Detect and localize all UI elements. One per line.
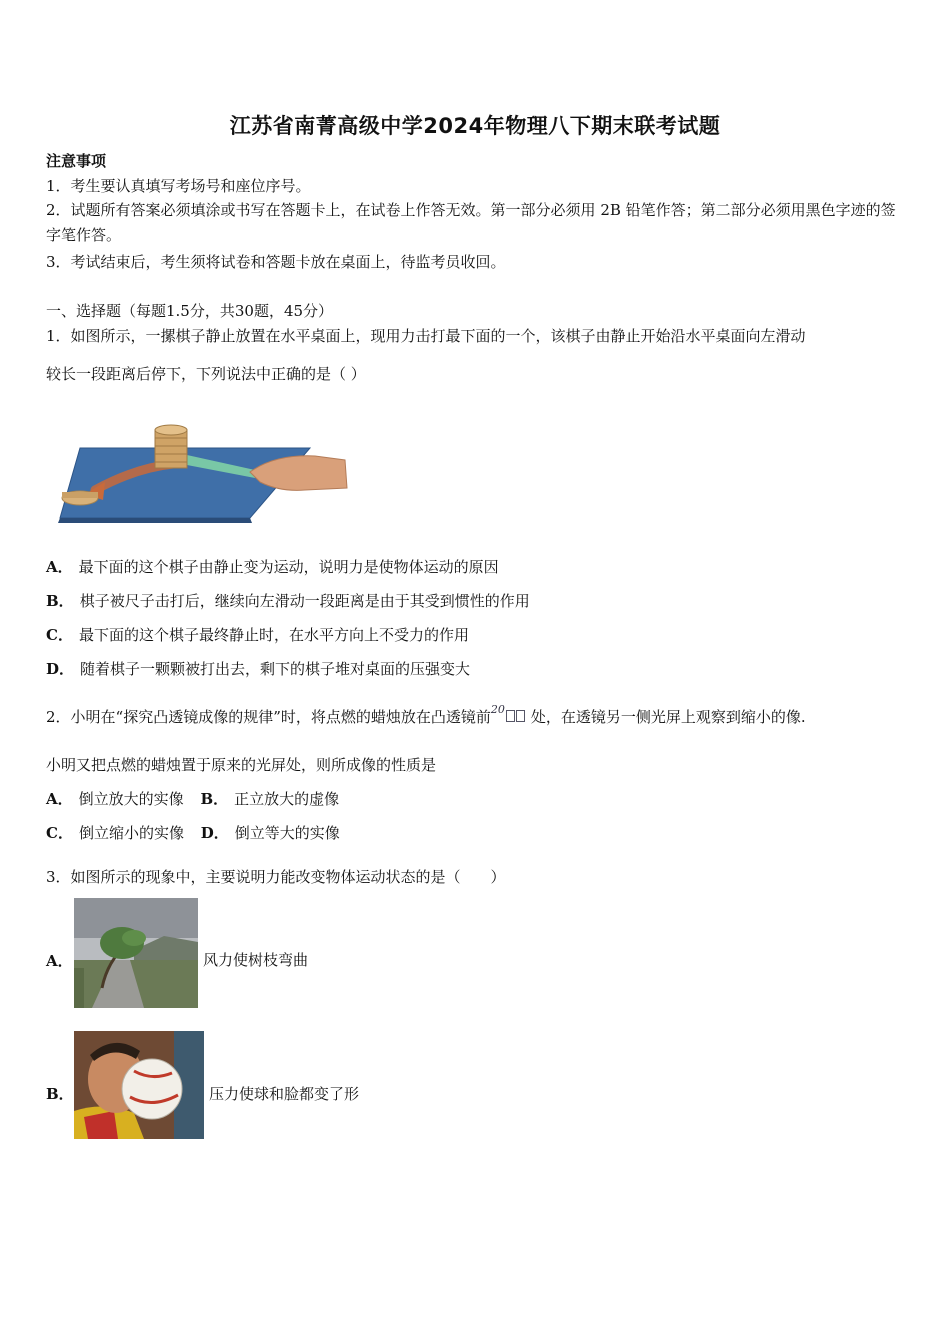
q3-stem: 3．如图所示的现象中，主要说明力能改变物体运动状态的是（ ） (46, 868, 506, 886)
q1-option-d-text: 随着棋子一颗颗被打出去，剩下的棋子堆对桌面的压强变大 (80, 660, 471, 678)
q3-option-a-image[interactable] (74, 898, 198, 1008)
page-title: 江苏省南菁高级中学2024年物理八下期末联考试题 (229, 114, 721, 138)
q2-option-b[interactable] (200, 790, 339, 808)
q2-option-c-text: 倒立缩小的实像 (78, 824, 184, 842)
q1-stem-line1: 1．如图所示，一摞棋子静止放置在水平桌面上，现用力击打最下面的一个，该棋子由静止开始沿水平桌面向左滑动 (46, 327, 806, 345)
q1-option-d-label: D． (46, 660, 75, 678)
q3-option-b-label: B． (46, 1085, 74, 1103)
q1-option-c-text: 最下面的这个棋子最终静止时，在水平方向上不受力的作用 (78, 626, 469, 644)
soccer-ball (122, 1059, 182, 1119)
q2-option-d-text: 倒立等大的实像 (234, 824, 340, 842)
q2-stem-part2: 处，在透镜另一侧光屏上观察到缩小的像. (530, 708, 806, 726)
q2-stem-line1 (46, 703, 806, 729)
table-edge (58, 518, 252, 523)
q3-option-a-label: A． (46, 952, 73, 970)
q1-option-b-text: 棋子被尺子击打后，继续向左滑动一段距离是由于其受到惯性的作用 (79, 592, 530, 610)
notice-item-2: 2．试题所有答案必须填涂或书写在答题卡上，在试卷上作答无效。第一部分必须用 2B 铅笔作答；第二部分必须用黑色字迹的签字笔作答。 (46, 201, 896, 244)
q3-option-a-caption: 风力使树枝弯曲 (203, 951, 309, 969)
q2-option-b-label: B． (200, 790, 229, 808)
q2-option-d[interactable] (201, 824, 340, 842)
q1-stem-line2: 较长一段距离后停下，下列说法中正确的是（ ） (46, 365, 366, 383)
q1-option-a[interactable] (46, 557, 499, 577)
q1-option-d[interactable] (46, 659, 470, 679)
hedge (74, 968, 84, 1008)
notice-item-3: 3．考试结束后，考生须将试卷和答题卡放在桌面上，待监考员收回。 (46, 253, 506, 271)
q2-options-row1 (46, 789, 339, 809)
q2-option-a[interactable] (46, 790, 184, 808)
q2-stem-line2: 小明又把点燃的蜡烛置于原来的光屏处，则所成像的性质是 (46, 756, 437, 774)
q2-stem-part1: 2．小明在“探究凸透镜成像的规律”时，将点燃的蜡烛放在凸透镜前 (46, 708, 491, 726)
q2-option-b-text: 正立放大的虚像 (234, 790, 340, 808)
q2-option-c[interactable] (46, 824, 184, 842)
q1-option-c[interactable] (46, 625, 469, 645)
q2-options-row2 (46, 823, 340, 843)
q1-option-c-label: C． (46, 626, 73, 644)
notice-heading: 注意事项 (46, 152, 107, 170)
q2-option-d-label: D． (200, 824, 229, 842)
notice-item-1: 1．考生要认真填写考场号和座位序号。 (46, 177, 311, 195)
q2-option-a-label: A． (46, 790, 73, 808)
section-heading: 一、选择题（每题1.5分，共30题，45分） (46, 302, 334, 320)
q1-option-b-label: B． (46, 592, 74, 610)
checker-stack (155, 425, 187, 468)
q1-option-b[interactable] (46, 591, 530, 611)
tree-foliage (122, 930, 146, 946)
missing-glyph-icon (516, 710, 525, 722)
q3-option-b-image[interactable] (74, 1031, 204, 1139)
q1-option-a-label: A． (46, 558, 73, 576)
missing-glyph-icon (506, 710, 515, 722)
q3-option-b-caption: 压力使球和脸都变了形 (209, 1085, 360, 1103)
q2-option-c-label: C． (46, 824, 73, 842)
q2-distance: 20 (490, 703, 505, 716)
single-checker-side (62, 492, 98, 498)
q1-option-a-text: 最下面的这个棋子由静止变为运动，说明力是使物体运动的原因 (78, 558, 499, 576)
q2-option-a-text: 倒立放大的实像 (78, 790, 184, 808)
q1-figure-checkers (55, 410, 350, 525)
